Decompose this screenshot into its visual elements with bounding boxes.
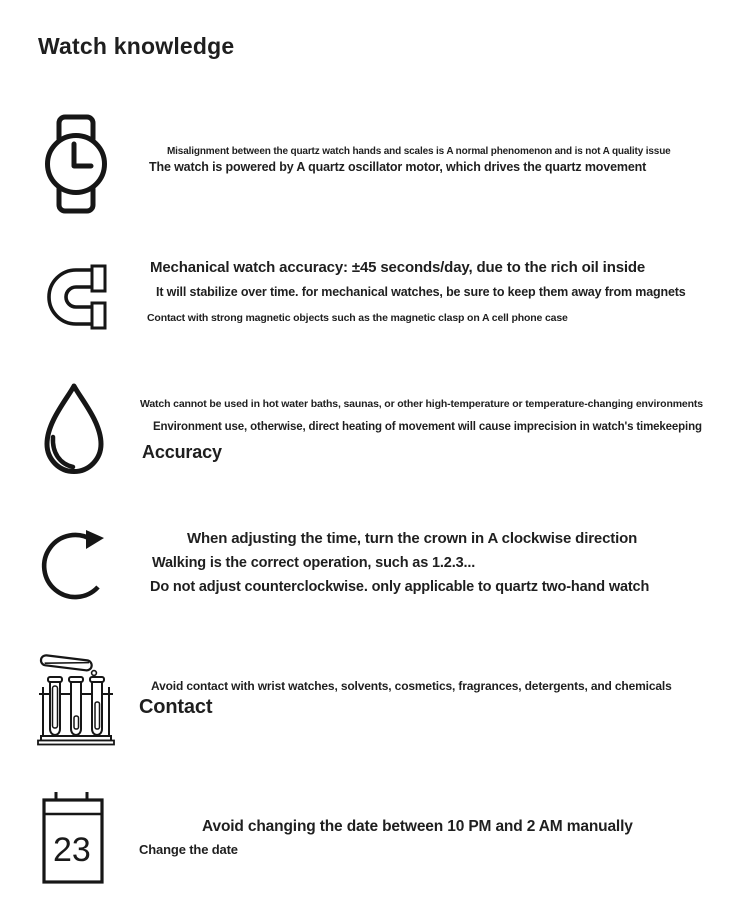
- walking-operation-note: Walking is the correct operation, such as 1.2.3...: [152, 555, 476, 571]
- water-drop-icon: [40, 382, 108, 479]
- magnet-icon: [42, 264, 110, 330]
- counterclockwise-warning-note: Do not adjust counterclockwise. only applicable to quartz two-hand watch: [150, 579, 650, 595]
- magnet-warning-note: It will stabilize over time. for mechanical watches, be sure to keep them away from magnets: [156, 285, 686, 299]
- chemicals-warning-note: Avoid contact with wrist watches, solvents, cosmetics, fragrances, detergents, and chemicals: [151, 679, 672, 693]
- magnetic-objects-note: Contact with strong magnetic objects such as the magnetic clasp on A cell phone case: [147, 312, 568, 324]
- wristwatch-icon: [43, 114, 109, 214]
- test-tubes-icon: [37, 650, 115, 746]
- date-change-warning-note: Avoid changing the date between 10 PM and 2 AM manually: [202, 818, 633, 835]
- mechanical-accuracy-note: Mechanical watch accuracy: ±45 seconds/day, due to the rich oil inside: [150, 259, 646, 276]
- contact-heading: Contact: [139, 696, 213, 718]
- crown-clockwise-note: When adjusting the time, turn the crown in A clockwise direction: [187, 530, 638, 547]
- change-date-heading: Change the date: [139, 842, 238, 857]
- quartz-movement-note: The watch is powered by A quartz oscillator motor, which drives the quartz movement: [149, 160, 647, 174]
- accuracy-heading: Accuracy: [142, 442, 222, 462]
- clockwise-arrow-icon: [40, 522, 110, 607]
- calendar-day-text: 23: [53, 831, 91, 869]
- hot-water-warning-note: Watch cannot be used in hot water baths, saunas, or other high-temperature or temperature-changing environments: [140, 398, 703, 410]
- calendar-icon: [42, 791, 104, 884]
- page-title: Watch knowledge: [38, 33, 235, 59]
- quartz-misalignment-note: Misalignment between the quartz watch hands and scales is A normal phenomenon and is not A quality issue: [167, 146, 671, 157]
- environment-use-note: Environment use, otherwise, direct heating of movement will cause imprecision in watch's timekeeping: [153, 421, 702, 433]
